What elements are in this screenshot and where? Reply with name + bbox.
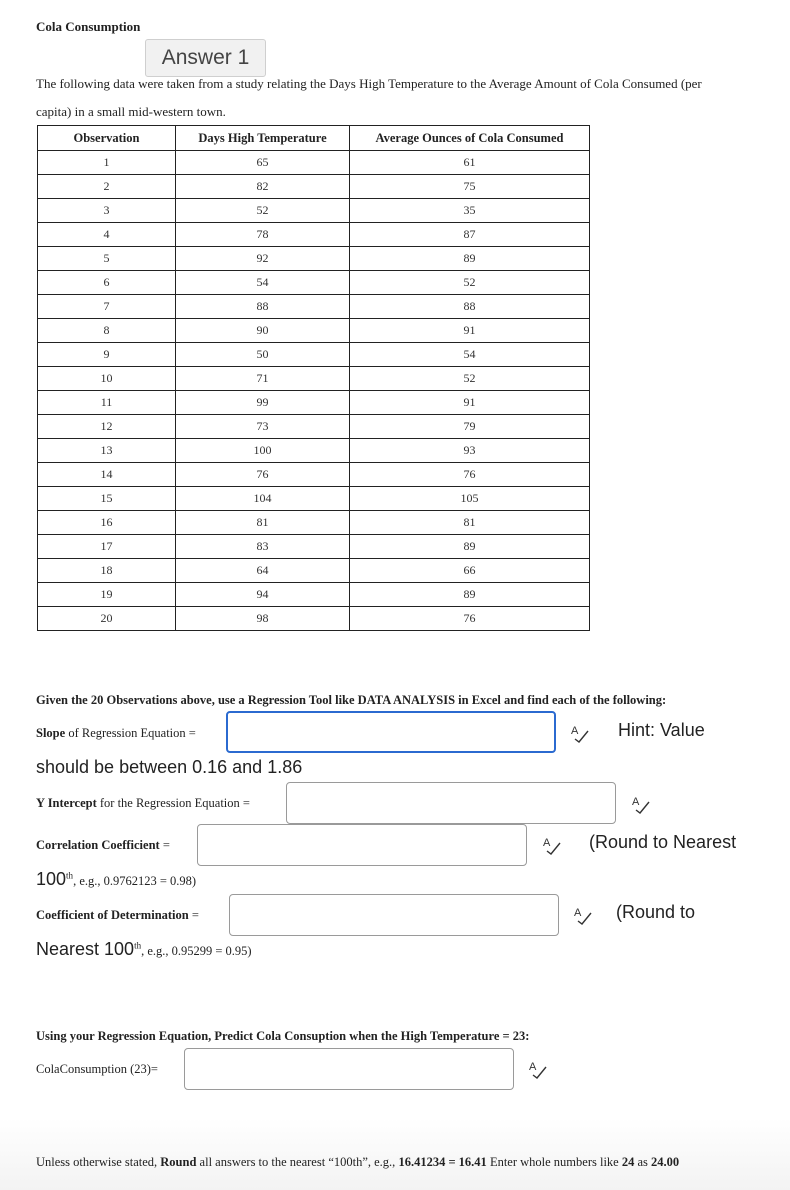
determination-label: Coefficient of Determination = xyxy=(36,908,199,922)
table-row xyxy=(38,535,590,559)
cell-cola: 105 xyxy=(350,487,590,511)
table-header-row xyxy=(38,126,590,151)
cell-temperature: 100 xyxy=(176,439,350,463)
cell-cola: 91 xyxy=(350,391,590,415)
table-row xyxy=(38,439,590,463)
cell-observation: 8 xyxy=(38,319,176,343)
cell-cola: 35 xyxy=(350,199,590,223)
cell-cola: 76 xyxy=(350,607,590,631)
cell-cola: 89 xyxy=(350,247,590,271)
cell-observation: 3 xyxy=(38,199,176,223)
cell-temperature: 71 xyxy=(176,367,350,391)
intro-text-line1: The following data were taken from a study relating the Days High Temperature to the Average Amount of Cola Consumed (per xyxy=(36,76,702,91)
cell-cola: 93 xyxy=(350,439,590,463)
cell-cola: 52 xyxy=(350,271,590,295)
cell-cola: 89 xyxy=(350,535,590,559)
spellcheck-icon[interactable] xyxy=(541,834,563,856)
cell-cola: 75 xyxy=(350,175,590,199)
predict-input[interactable] xyxy=(185,1049,513,1089)
table-row xyxy=(38,487,590,511)
table-row xyxy=(38,511,590,535)
svg-text:A: A xyxy=(632,796,640,808)
footer-bar xyxy=(0,1118,790,1190)
determination-input[interactable] xyxy=(230,895,558,935)
cell-temperature: 94 xyxy=(176,583,350,607)
predict-field[interactable] xyxy=(184,1048,514,1090)
cell-observation: 15 xyxy=(38,487,176,511)
spellcheck-icon[interactable] xyxy=(527,1058,549,1080)
table-row xyxy=(38,223,590,247)
spellcheck-icon[interactable] xyxy=(572,904,594,926)
correlation-round-hint: (Round to Nearest xyxy=(589,832,737,852)
cell-cola: 61 xyxy=(350,151,590,175)
determination-round-hint-cont: Nearest 100th, e.g., 0.95299 = 0.95) xyxy=(36,939,252,959)
cell-temperature: 50 xyxy=(176,343,350,367)
table-row xyxy=(38,583,590,607)
slope-input[interactable] xyxy=(228,713,554,751)
svg-text:A: A xyxy=(571,725,579,737)
cell-observation: 19 xyxy=(38,583,176,607)
cell-observation: 20 xyxy=(38,607,176,631)
intercept-field[interactable] xyxy=(286,782,616,824)
cell-cola: 81 xyxy=(350,511,590,535)
cell-temperature: 99 xyxy=(176,391,350,415)
cell-temperature: 88 xyxy=(176,295,350,319)
cell-temperature: 82 xyxy=(176,175,350,199)
cell-observation: 7 xyxy=(38,295,176,319)
table-row xyxy=(38,319,590,343)
data-table xyxy=(37,125,590,631)
cell-observation: 13 xyxy=(38,439,176,463)
cell-observation: 2 xyxy=(38,175,176,199)
spellcheck-icon[interactable] xyxy=(569,722,591,744)
predict-label: ColaConsumption (23)= xyxy=(36,1062,158,1076)
cell-temperature: 65 xyxy=(176,151,350,175)
cell-cola: 76 xyxy=(350,463,590,487)
intro-text-line2: capita) in a small mid-western town. xyxy=(36,104,226,119)
cell-temperature: 83 xyxy=(176,535,350,559)
cell-temperature: 98 xyxy=(176,607,350,631)
svg-text:A: A xyxy=(529,1061,537,1073)
intercept-input[interactable] xyxy=(287,783,615,823)
cell-temperature: 73 xyxy=(176,415,350,439)
cell-temperature: 52 xyxy=(176,199,350,223)
table-body xyxy=(38,151,590,631)
table-row xyxy=(38,175,590,199)
page-title: Cola Consumption xyxy=(36,19,141,34)
answer-tooltip: Answer 1 xyxy=(145,39,266,77)
cell-temperature: 78 xyxy=(176,223,350,247)
table-row xyxy=(38,607,590,631)
predict-instruction: Using your Regression Equation, Predict Cola Consuption when the High Temperature = 23: xyxy=(36,1029,530,1043)
cell-observation: 9 xyxy=(38,343,176,367)
cell-temperature: 64 xyxy=(176,559,350,583)
cell-temperature: 76 xyxy=(176,463,350,487)
regression-instruction: Given the 20 Observations above, use a Regression Tool like DATA ANALYSIS in Excel and find each of the following: xyxy=(36,693,667,707)
cell-temperature: 90 xyxy=(176,319,350,343)
cell-temperature: 92 xyxy=(176,247,350,271)
cell-cola: 52 xyxy=(350,367,590,391)
cell-observation: 12 xyxy=(38,415,176,439)
table-row xyxy=(38,415,590,439)
table-row xyxy=(38,295,590,319)
cell-cola: 66 xyxy=(350,559,590,583)
cell-observation: 5 xyxy=(38,247,176,271)
svg-text:A: A xyxy=(574,907,582,919)
header-temperature: Days High Temperature xyxy=(176,126,350,151)
table-row xyxy=(38,463,590,487)
determination-field[interactable] xyxy=(229,894,559,936)
header-cola: Average Ounces of Cola Consumed xyxy=(350,126,590,151)
cell-cola: 89 xyxy=(350,583,590,607)
slope-label: Slope of Regression Equation = xyxy=(36,726,196,740)
slope-hint-part1: Hint: Value xyxy=(618,720,705,740)
determination-round-hint: (Round to xyxy=(616,902,696,922)
table-row xyxy=(38,343,590,367)
cell-observation: 18 xyxy=(38,559,176,583)
slope-field[interactable] xyxy=(226,711,556,753)
table-row xyxy=(38,391,590,415)
cell-observation: 16 xyxy=(38,511,176,535)
spellcheck-icon[interactable] xyxy=(630,793,652,815)
cell-observation: 14 xyxy=(38,463,176,487)
header-observation: Observation xyxy=(38,126,176,151)
cell-cola: 79 xyxy=(350,415,590,439)
correlation-input[interactable] xyxy=(198,825,526,865)
cell-cola: 91 xyxy=(350,319,590,343)
correlation-field[interactable] xyxy=(197,824,527,866)
table-row xyxy=(38,247,590,271)
cell-observation: 10 xyxy=(38,367,176,391)
cell-cola: 54 xyxy=(350,343,590,367)
cell-observation: 17 xyxy=(38,535,176,559)
table-row xyxy=(38,559,590,583)
cell-observation: 11 xyxy=(38,391,176,415)
cell-temperature: 104 xyxy=(176,487,350,511)
correlation-round-hint-cont: 100th, e.g., 0.9762123 = 0.98) xyxy=(36,869,197,889)
table-row xyxy=(38,199,590,223)
table-row xyxy=(38,367,590,391)
cell-observation: 4 xyxy=(38,223,176,247)
cell-observation: 1 xyxy=(38,151,176,175)
svg-text:A: A xyxy=(543,837,551,849)
intercept-label: Y Intercept for the Regression Equation = xyxy=(36,796,250,810)
correlation-label: Correlation Coefficient = xyxy=(36,838,170,852)
table-row xyxy=(38,151,590,175)
cell-cola: 87 xyxy=(350,223,590,247)
cell-observation: 6 xyxy=(38,271,176,295)
table-row xyxy=(38,271,590,295)
cell-temperature: 54 xyxy=(176,271,350,295)
cell-cola: 88 xyxy=(350,295,590,319)
slope-hint-part2: should be between 0.16 and 1.86 xyxy=(36,757,303,777)
cell-temperature: 81 xyxy=(176,511,350,535)
footer-note: Unless otherwise stated, Round all answers to the nearest “100th”, e.g., 16.41234 = 16.41 Enter whole numbers like 24 as 24.00 xyxy=(36,1155,680,1169)
